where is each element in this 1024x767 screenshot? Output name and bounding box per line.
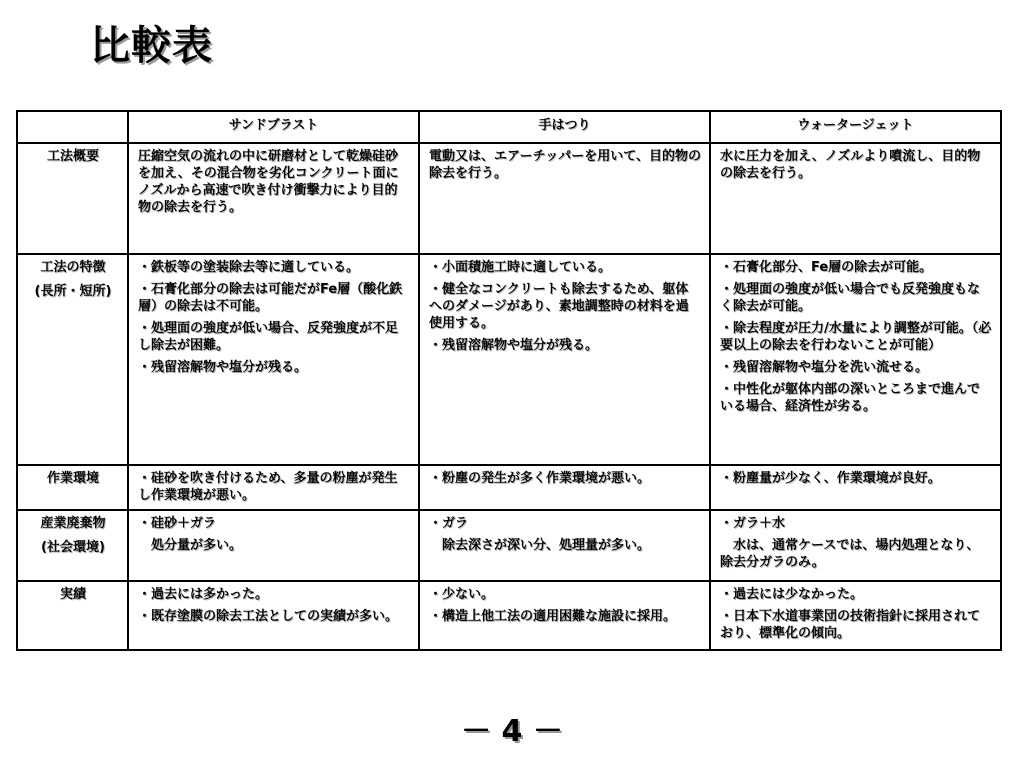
table-cell — [419, 510, 710, 581]
cell-bullet: ・ガラ — [429, 516, 469, 531]
cell-bullet: ・残留溶解物や塩分が残る。 — [138, 360, 308, 375]
cell-bullet: ・構造上他工法の適用困難な施設に採用。 — [429, 609, 677, 624]
cell-bullet: ・粉塵量が少なく、作業環境が良好。 — [720, 471, 941, 486]
table-cell — [419, 254, 710, 465]
cell-bullet: ・小面積施工時に適している。 — [429, 260, 612, 275]
cell-bullet: ・日本下水道事業団の技術指針に採用されており、標準化の傾向。 — [720, 609, 981, 641]
table-row — [17, 465, 1001, 510]
row-label-subtext: (社会環境) — [41, 540, 105, 555]
cell-bullet: ・処理面の強度が低い場合、反発強度が不足し除去が困難。 — [138, 321, 399, 353]
row-label-text: 産業廃棄物 — [40, 516, 106, 531]
row-label-text: 作業環境 — [46, 471, 99, 486]
table-cell — [128, 465, 419, 510]
row-label-text: 実績 — [59, 587, 86, 602]
cell-text: 水は、通常ケースでは、場内処理となり、除去分ガラのみ。 — [720, 538, 980, 570]
table-cell — [128, 510, 419, 581]
cell-bullet: ・少ない。 — [429, 587, 495, 602]
table-cell — [128, 143, 419, 254]
header-waterjet: ウォータージェット — [710, 111, 1001, 143]
cell-text: 水に圧力を加え、ノズルより噴流し、目的物の除去を行う。 — [720, 149, 981, 181]
cell-bullet: ・硅砂を吹き付けるため、多量の粉塵が発生し作業環境が悪い。 — [138, 471, 398, 503]
row-label-text: 工法の特徴 — [40, 260, 106, 275]
cell-text: 除去深さが深い分、処理量が多い。 — [429, 538, 651, 553]
cell-bullet: ・鉄板等の塗装除去等に適している。 — [138, 260, 360, 275]
comparison-table — [16, 110, 1002, 651]
cell-text: 電動又は、エアーチッパーを用いて、目的物の除去を行う。 — [429, 149, 701, 181]
cell-bullet: ・石膏化部分の除去は可能だがFe層（酸化鉄層）の除去は不可能。 — [138, 282, 403, 314]
table-row — [17, 254, 1001, 465]
row-label — [17, 510, 128, 581]
cell-bullet: ・過去には少なかった。 — [720, 587, 864, 602]
row-label — [17, 254, 128, 465]
table-cell — [710, 465, 1001, 510]
table-row — [17, 510, 1001, 581]
table-header-row — [17, 111, 1001, 143]
row-label-text: 工法概要 — [46, 149, 99, 164]
header-sandblast: サンドブラスト — [128, 111, 419, 143]
table-cell — [419, 465, 710, 510]
table-row — [17, 581, 1001, 650]
header-empty-cell — [17, 111, 128, 143]
table-cell — [710, 254, 1001, 465]
row-label-subtext: (長所・短所) — [34, 284, 112, 299]
cell-text: 処分量が多い。 — [138, 538, 243, 553]
header-hand-chipping: 手はつり — [419, 111, 710, 143]
cell-bullet: ・石膏化部分、Fe層の除去が可能。 — [720, 260, 933, 275]
table-cell — [419, 581, 710, 650]
table-cell — [710, 510, 1001, 581]
cell-bullet: ・硅砂＋ガラ — [138, 516, 217, 531]
cell-text: 圧縮空気の流れの中に研磨材として乾燥硅砂を加え、その混合物を劣化コンクリート面にノズルから高速で吹き付け衝撃力により目的物の除去を行う。 — [138, 149, 399, 215]
cell-bullet: ・ガラ＋水 — [720, 516, 786, 531]
cell-bullet: ・健全なコンクリートも除去するため、躯体へのダメージがあり、素地調整時の材料を過使用する。 — [429, 282, 689, 331]
page-number: － 4 － — [461, 714, 563, 749]
page-title: 比較表 — [90, 23, 213, 69]
cell-bullet: ・除去程度が圧力/水量により調整が可能。（必要以上の除去を行わないことが可能） — [720, 321, 992, 353]
table-cell — [710, 581, 1001, 650]
cell-bullet: ・中性化が躯体内部の深いところまで進んでいる場合、経済性が劣る。 — [720, 382, 981, 414]
cell-bullet: ・既存塗膜の除去工法としての実績が多い。 — [138, 609, 399, 624]
table-cell — [419, 143, 710, 254]
row-label — [17, 465, 128, 510]
row-label — [17, 143, 128, 254]
table-cell — [128, 581, 419, 650]
table-cell — [710, 143, 1001, 254]
row-label — [17, 581, 128, 650]
table-cell — [128, 254, 419, 465]
cell-bullet: ・処理面の強度が低い場合でも反発強度もなく除去が可能。 — [720, 282, 981, 314]
cell-bullet: ・過去には多かった。 — [138, 587, 269, 602]
table-row — [17, 143, 1001, 254]
cell-bullet: ・残留溶解物や塩分を洗い流せる。 — [720, 360, 929, 375]
cell-bullet: ・粉塵の発生が多く作業環境が悪い。 — [429, 471, 651, 486]
cell-bullet: ・残留溶解物や塩分が残る。 — [429, 338, 599, 353]
